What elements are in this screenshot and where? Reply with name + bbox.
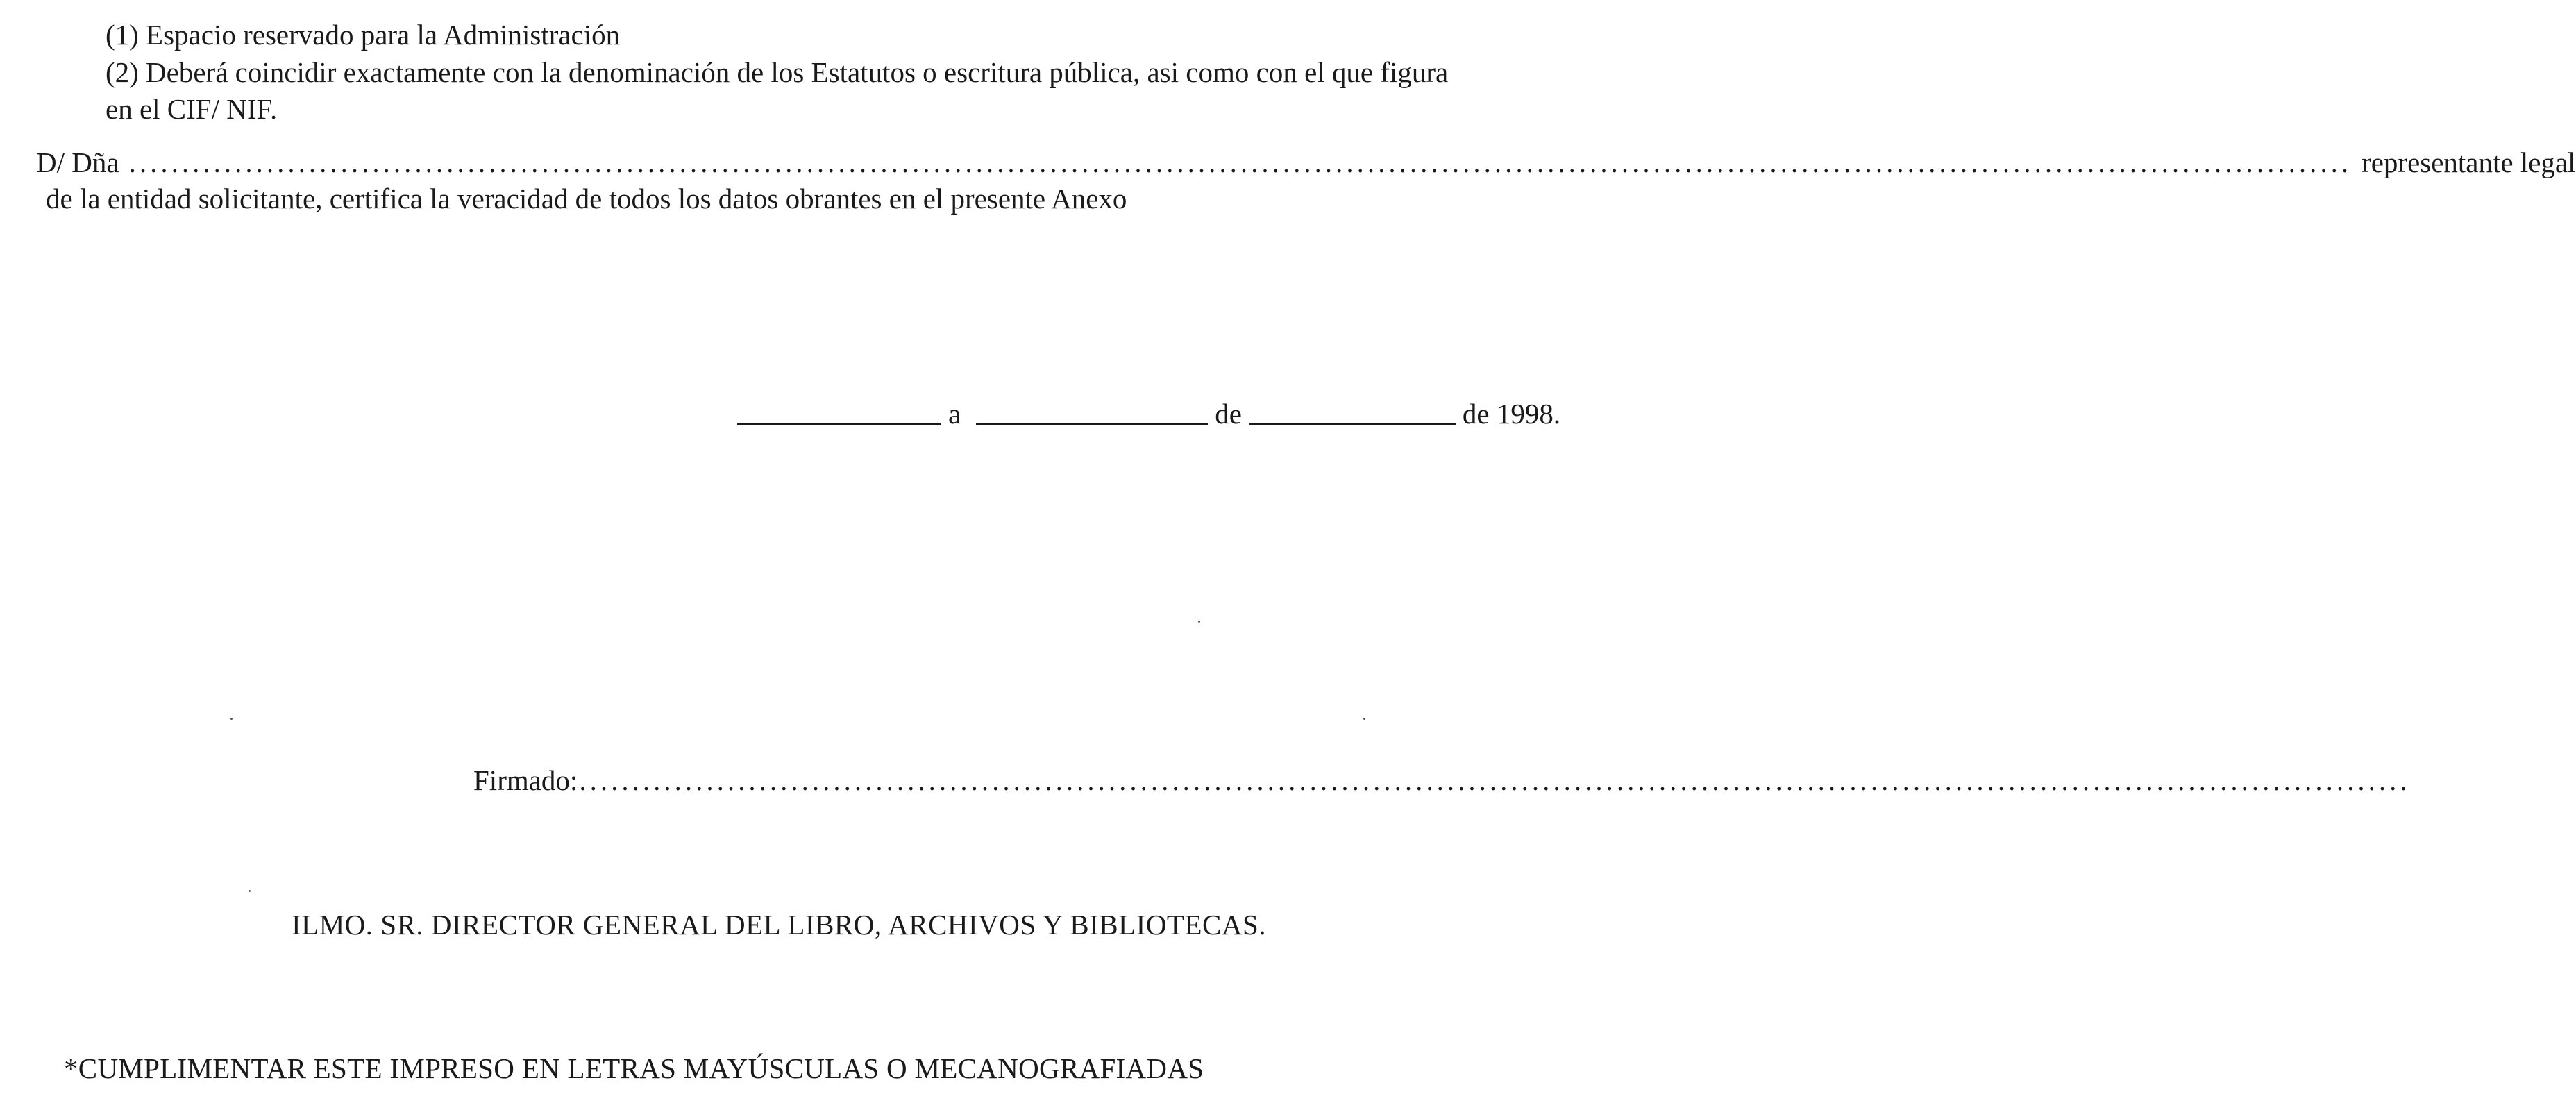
note-1: (1) Espacio reservado para la Administración: [106, 19, 621, 51]
month-blank-field[interactable]: [1249, 396, 1456, 425]
date-separator-de: de: [1215, 398, 1242, 430]
certification-prefix: D/ Dña: [36, 146, 119, 178]
representative-name-field[interactable]: ..................................................................................................................................................................................................................: [128, 146, 2352, 178]
scan-speck: [230, 718, 233, 720]
addressee: ILMO. SR. DIRECTOR GENERAL DEL LIBRO, ARCHIVOS Y BIBLIOTECAS.: [292, 909, 1267, 941]
certification-line-2: de la entidad solicitante, certifica la veracidad de todos los datos obrantes en el presente Anexo: [46, 183, 1127, 215]
scan-speck: [1198, 621, 1200, 623]
note-2-line-2: en el CIF/ NIF.: [106, 93, 278, 125]
certification-suffix: representante legal: [2362, 146, 2576, 178]
place-blank-field[interactable]: [737, 396, 941, 425]
signature-line: [473, 762, 2411, 798]
date-line: [737, 396, 1567, 432]
date-separator-a: a: [948, 398, 961, 430]
scan-speck: [1363, 718, 1365, 720]
note-2-line-1: (2) Deberá coincidir exactamente con la denominación de los Estatutos o escritura pública, asi como con el que figura: [106, 56, 1449, 88]
signature-label: Firmado:: [473, 764, 578, 796]
date-year-suffix: de 1998.: [1462, 398, 1561, 430]
instruction-note: *CUMPLIMENTAR ESTE IMPRESO EN LETRAS MAYÚSCULAS O MECANOGRAFIADAS: [64, 1052, 1204, 1084]
certification-line-1: [36, 144, 2576, 180]
scan-speck: [249, 890, 251, 892]
day-blank-field[interactable]: [976, 396, 1208, 425]
signature-field[interactable]: .............................................................................................................................................................................: [579, 764, 2411, 796]
